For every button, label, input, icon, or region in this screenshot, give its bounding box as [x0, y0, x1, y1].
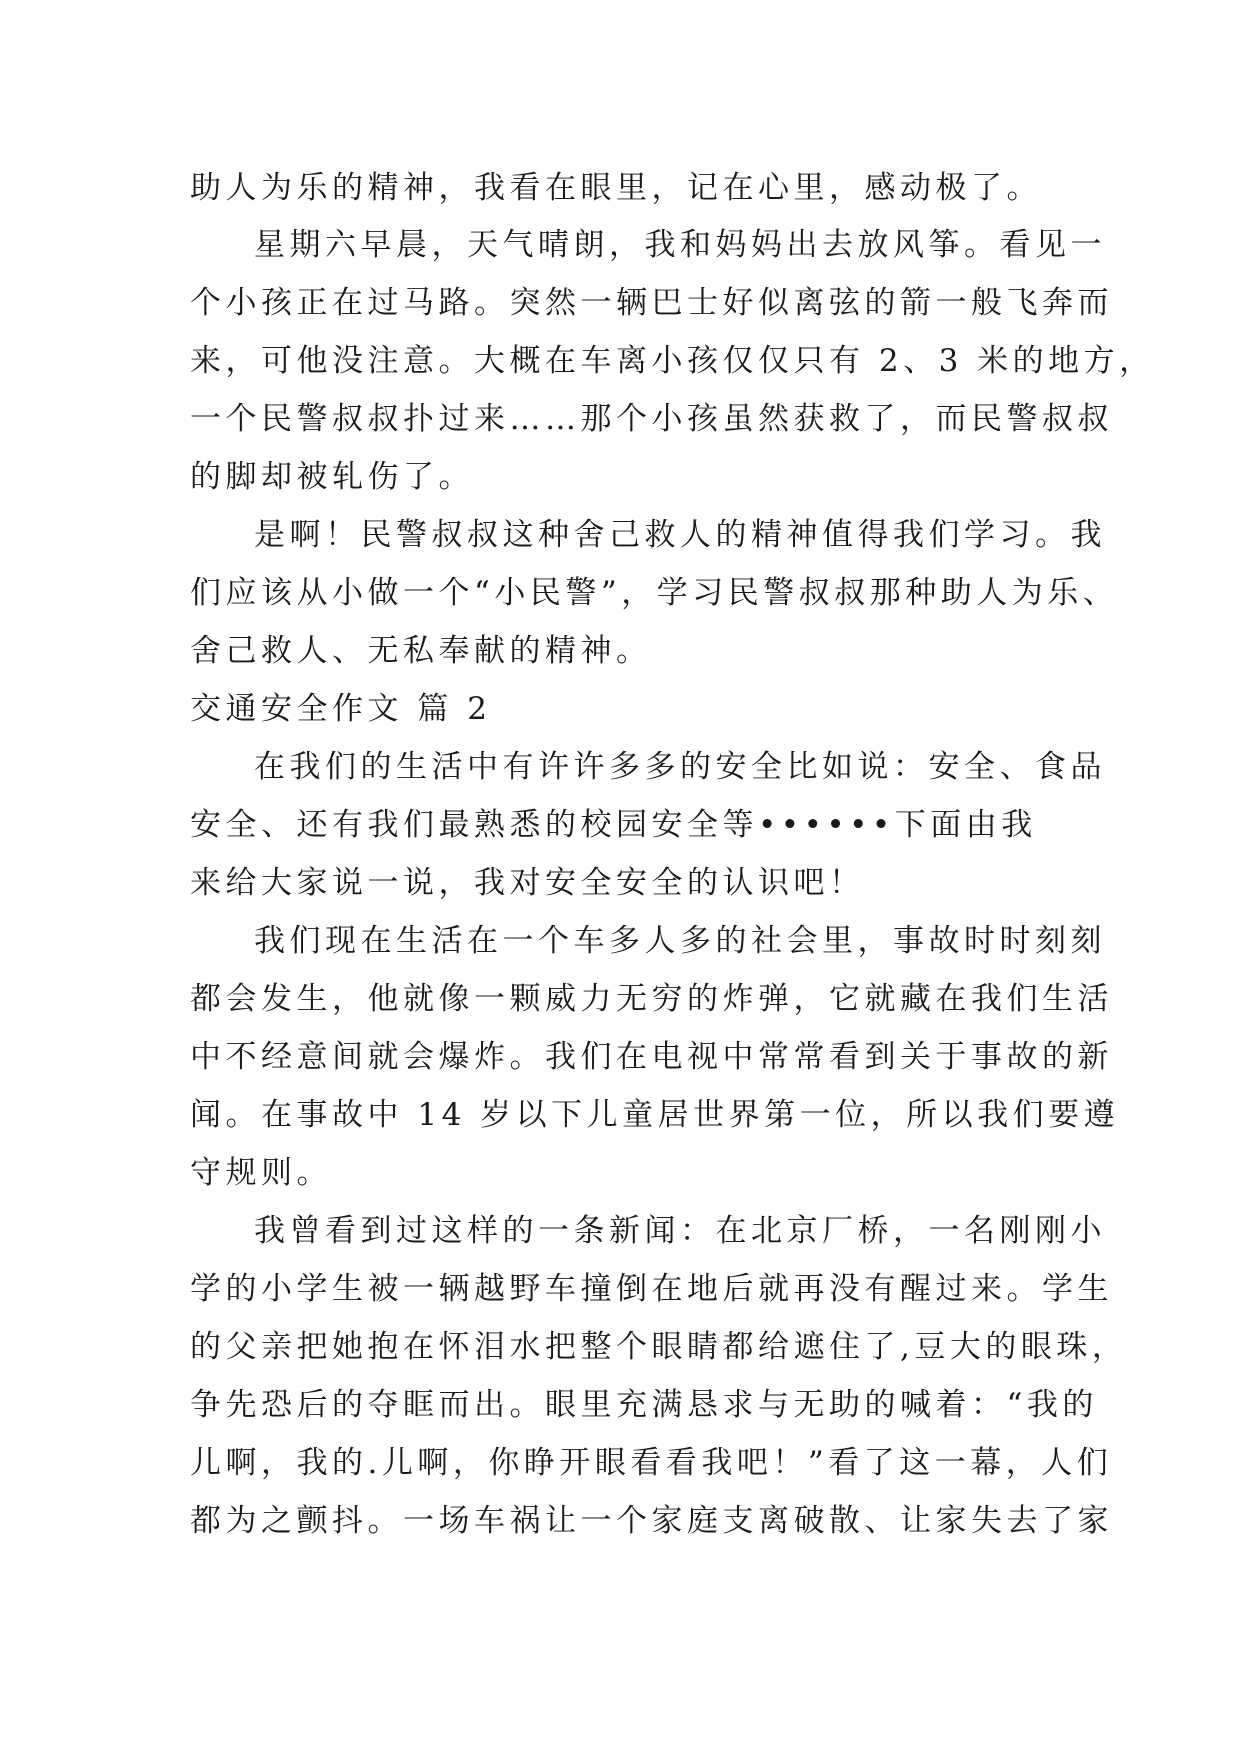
- text-line: 的脚却被轧伤了。: [190, 459, 474, 495]
- text-line: 安全、还有我们最熟悉的校园安全等••••••下面由我: [190, 807, 1037, 843]
- text-line: 来给大家说一说，我对安全安全的认识吧！: [190, 865, 865, 901]
- paragraph-first-line: 是啊！民警叔叔这种舍己救人的精神值得我们学习。我: [254, 517, 1106, 553]
- text-line: 都为之颤抖。一场车祸让一个家庭支离破散、让家失去了家: [190, 1503, 1113, 1539]
- text-line: 舍己救人、无私奉献的精神。: [190, 633, 652, 669]
- text-line: 助人为乐的精神，我看在眼里，记在心里，感动极了。: [190, 170, 1042, 206]
- paragraph-first-line: 星期六早晨，天气晴朗，我和妈妈出去放风筝。看见一: [254, 227, 1106, 263]
- text-line: 闻。在事故中 14 岁以下儿童居世界第一位，所以我们要遵: [190, 1097, 1120, 1133]
- text-line: 中不经意间就会爆炸。我们在电视中常常看到关于事故的新: [190, 1039, 1113, 1075]
- section-heading: 交通安全作文 篇 2: [190, 691, 492, 727]
- text-line: 争先恐后的夺眶而出。眼里充满恳求与无助的喊着：“我的: [190, 1387, 1098, 1423]
- paragraph-first-line: 在我们的生活中有许许多多的安全比如说：安全、食品: [254, 749, 1106, 785]
- text-line: 个小孩正在过马路。突然一辆巴士好似离弦的箭一般飞奔而: [190, 285, 1113, 321]
- text-line: 都会发生，他就像一颗威力无穷的炸弹，它就藏在我们生活: [190, 981, 1113, 1017]
- text-line: 一个民警叔叔扑过来……那个小孩虽然获救了，而民警叔叔: [190, 401, 1113, 437]
- paragraph-first-line: 我曾看到过这样的一条新闻：在北京厂桥，一名刚刚小: [254, 1213, 1106, 1249]
- text-line: 守规则。: [190, 1155, 332, 1191]
- text-line: 儿啊，我的.儿啊，你睁开眼看看我吧！”看了这一幕，人们: [190, 1445, 1113, 1481]
- paragraph-first-line: 我们现在生活在一个车多人多的社会里，事故时时刻刻: [254, 923, 1106, 959]
- text-line: 的父亲把她抱在怀泪水把整个眼睛都给遮住了,豆大的眼珠，: [190, 1329, 1128, 1365]
- text-line: 学的小学生被一辆越野车撞倒在地后就再没有醒过来。学生: [190, 1271, 1113, 1307]
- text-line: 来，可他没注意。大概在车离小孩仅仅只有 2、3 米的地方，: [190, 343, 1155, 379]
- text-line: 们应该从小做一个“小民警”，学习民警叔叔那种助人为乐、: [190, 575, 1119, 611]
